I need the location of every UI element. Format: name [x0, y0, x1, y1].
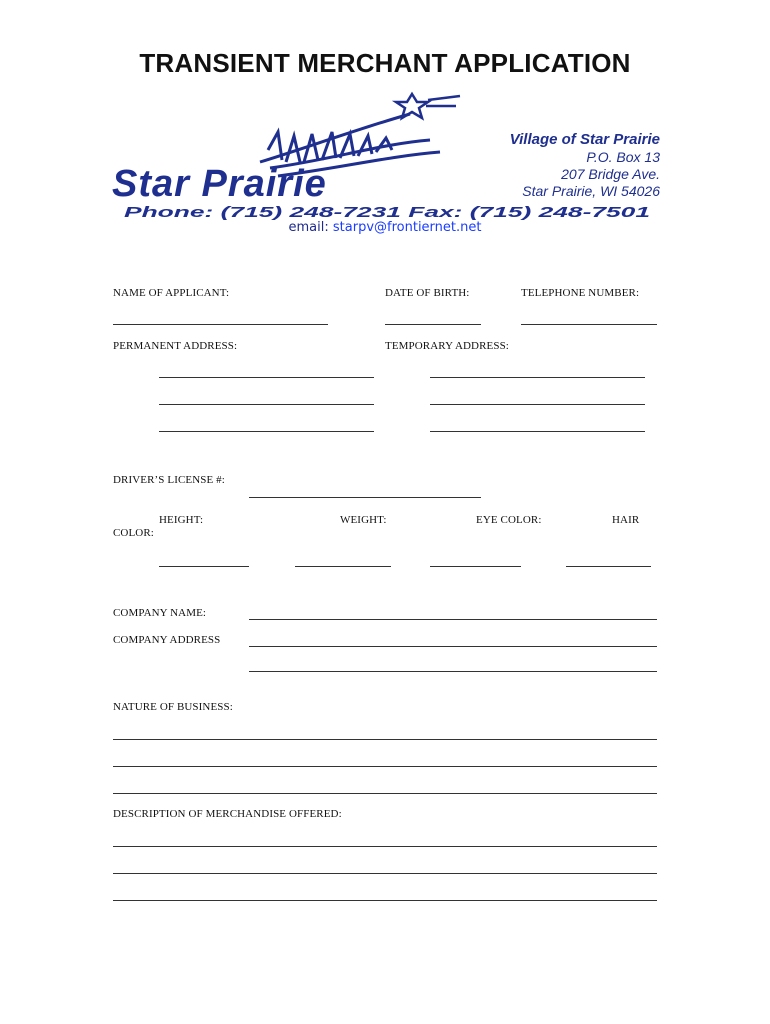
nature-of-business-field-2[interactable]: [113, 766, 657, 767]
date-of-birth-field[interactable]: [385, 324, 481, 325]
description-merchandise-field-3[interactable]: [113, 900, 657, 901]
star-prairie-logo: [110, 90, 670, 226]
temporary-address-label: TEMPORARY ADDRESS:: [385, 340, 509, 352]
logo-phone-fax: Phone: (715) 248-7231 Fax: (715) 248-7501: [124, 204, 650, 221]
logo-brand: Star Prairie: [112, 163, 327, 205]
weight-field[interactable]: [295, 566, 391, 567]
company-name-label: COMPANY NAME:: [113, 607, 207, 619]
eye-color-label: EYE COLOR:: [476, 514, 542, 526]
weight-label: WEIGHT:: [340, 514, 387, 526]
permanent-address-label: PERMANENT ADDRESS:: [113, 340, 238, 352]
telephone-number-label: TELEPHONE NUMBER:: [521, 287, 640, 299]
eye-color-field[interactable]: [430, 566, 521, 567]
email-address: starpv@frontiernet.net: [332, 220, 482, 235]
hair-color-label: COLOR:: [113, 527, 154, 539]
company-name-field[interactable]: [249, 619, 657, 620]
company-address-field-1[interactable]: [249, 646, 657, 647]
name-of-applicant-label: NAME OF APPLICANT:: [113, 287, 230, 299]
temporary-address-field-2[interactable]: [430, 404, 645, 405]
permanent-address-field-2[interactable]: [159, 404, 374, 405]
temporary-address-field-1[interactable]: [430, 377, 645, 378]
temporary-address-field-3[interactable]: [430, 431, 645, 432]
height-field[interactable]: [159, 566, 249, 567]
description-merchandise-field-2[interactable]: [113, 873, 657, 874]
nature-of-business-label: NATURE OF BUSINESS:: [113, 701, 233, 713]
logo-street: 207 Bridge Ave.: [561, 166, 660, 182]
permanent-address-field-1[interactable]: [159, 377, 374, 378]
description-merchandise-field-1[interactable]: [113, 846, 657, 847]
drivers-license-field[interactable]: [249, 497, 481, 498]
email-label: email:: [288, 220, 329, 235]
logo-org: Village of Star Prairie: [509, 131, 660, 148]
description-merchandise-label: DESCRIPTION OF MERCHANDISE OFFERED:: [113, 808, 342, 820]
star-icon: [396, 94, 428, 118]
nature-of-business-field-3[interactable]: [113, 793, 657, 794]
hair-label: HAIR: [612, 514, 640, 526]
hair-color-field[interactable]: [566, 566, 651, 567]
telephone-number-field[interactable]: [521, 324, 657, 325]
permanent-address-field-3[interactable]: [159, 431, 374, 432]
page-title: TRANSIENT MERCHANT APPLICATION: [139, 48, 631, 78]
date-of-birth-label: DATE OF BIRTH:: [385, 287, 470, 299]
logo-city: Star Prairie, WI 54026: [522, 183, 660, 199]
email-line: [0, 220, 770, 235]
height-label: HEIGHT:: [159, 514, 204, 526]
nature-of-business-field-1[interactable]: [113, 739, 657, 740]
company-address-field-2[interactable]: [249, 671, 657, 672]
logo-po-box: P.O. Box 13: [586, 149, 660, 165]
company-address-label: COMPANY ADDRESS: [113, 634, 221, 646]
name-of-applicant-field[interactable]: [113, 324, 328, 325]
drivers-license-label: DRIVER’S LICENSE #:: [113, 474, 225, 486]
